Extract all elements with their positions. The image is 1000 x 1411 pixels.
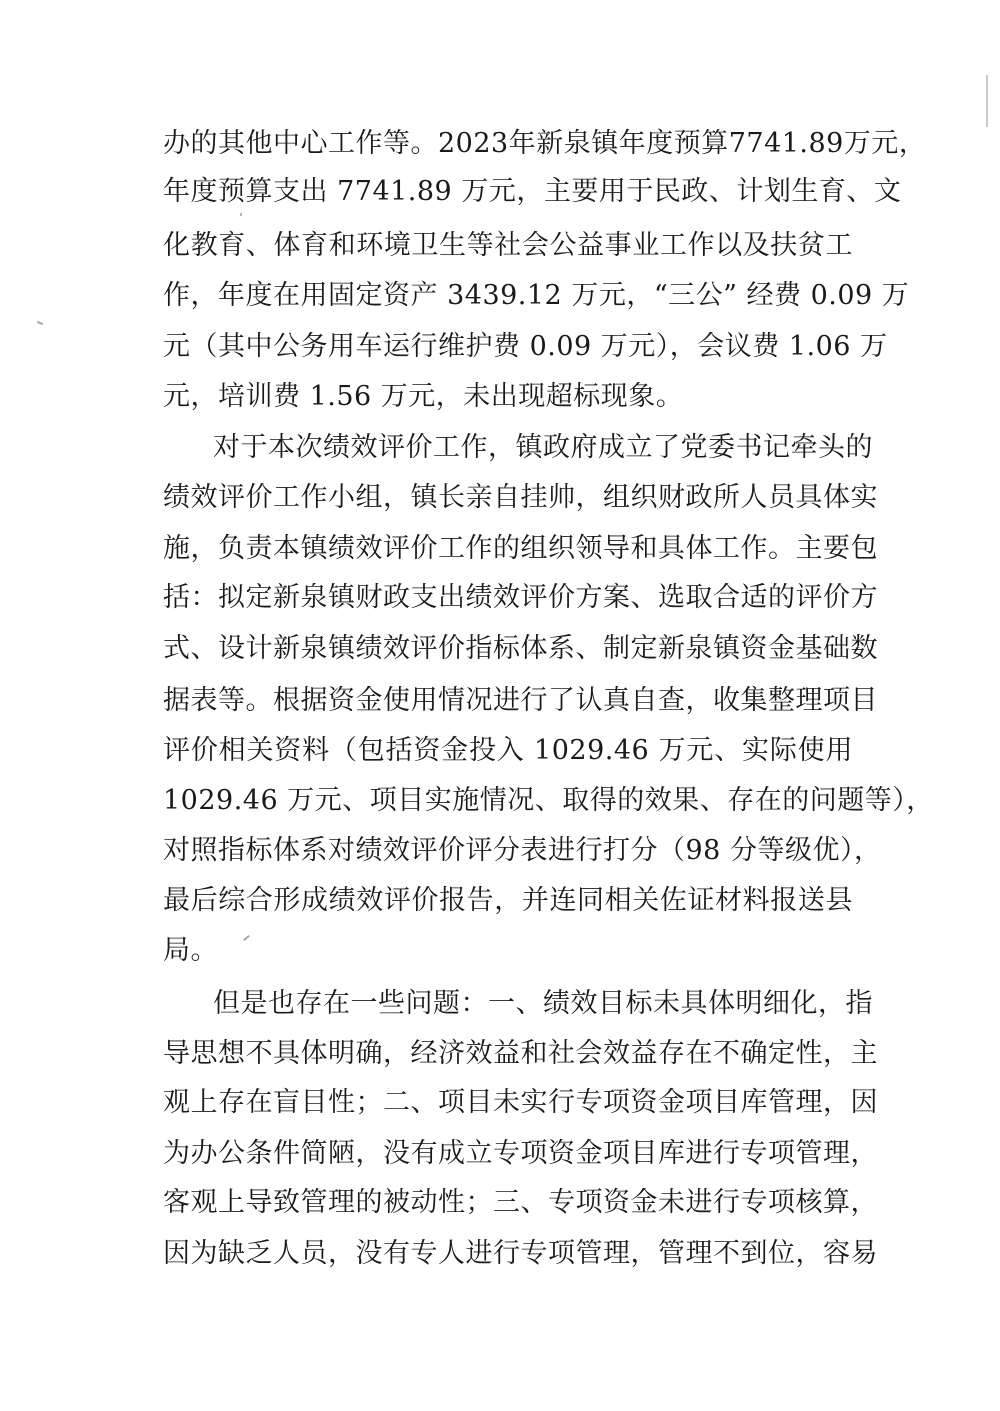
paragraph-2-line-9: 对照指标体系对绩效评价评分表进行打分（98 分等级优）， <box>163 835 882 866</box>
paragraph-2-line-4: 括：拟定新泉镇财政支出绩效评价方案、选取合适的评价方 <box>163 582 878 613</box>
scan-speck <box>37 321 43 325</box>
scan-edge-artifact <box>986 75 988 127</box>
paragraph-3-line-3: 观上存在盲目性；二、项目未实行专项资金项目库管理，因 <box>163 1087 878 1118</box>
paragraph-2-line-8: 1029.46 万元、项目实施情况、取得的效果、存在的问题等）， <box>163 785 934 816</box>
paragraph-1-line-1: 办的其他中心工作等。2023年新泉镇年度预算7741.89万元， <box>163 128 927 159</box>
scan-speck <box>240 213 242 216</box>
paragraph-3-line-2: 导思想不具体明确，经济效益和社会效益存在不确定性，主 <box>163 1038 878 1069</box>
paragraph-3-line-4: 为办公条件简陋，没有成立专项资金项目库进行专项管理， <box>163 1138 878 1169</box>
paragraph-1-line-4: 作，年度在用固定资产 3439.12 万元，“三公” 经费 0.09 万 <box>163 280 910 311</box>
paragraph-2-line-2: 绩效评价工作小组，镇长亲自挂帅，组织财政所人员具体实 <box>163 482 878 513</box>
paragraph-2-line-3: 施，负责本镇绩效评价工作的组织领导和具体工作。主要包 <box>163 533 878 564</box>
paragraph-2-line-11: 局。 <box>163 935 218 966</box>
paragraph-2-line-5: 式、设计新泉镇绩效评价指标体系、制定新泉镇资金基础数 <box>163 633 878 664</box>
paragraph-3-line-1: 但是也存在一些问题：一、绩效目标未具体明细化，指 <box>213 988 873 1019</box>
paragraph-1-line-6: 元，培训费 1.56 万元，未出现超标现象。 <box>163 381 684 412</box>
paragraph-2-line-10: 最后综合形成绩效评价报告，并连同相关佐证材料报送县 <box>163 885 853 916</box>
paragraph-2-line-1: 对于本次绩效评价工作，镇政府成立了党委书记牵头的 <box>213 432 873 463</box>
paragraph-2-line-6: 据表等。根据资金使用情况进行了认真自查，收集整理项目 <box>163 685 878 716</box>
paragraph-1-line-3: 化教育、体育和环境卫生等社会公益事业工作以及扶贫工 <box>163 230 853 261</box>
paragraph-1-line-2: 年度预算支出 7741.89 万元，主要用于民政、计划生育、文 <box>163 176 902 207</box>
paragraph-2-line-7: 评价相关资料（包括资金投入 1029.46 万元、实际使用 <box>163 735 853 766</box>
paragraph-1-line-5: 元（其中公务用车运行维护费 0.09 万元），会议费 1.06 万 <box>163 331 888 362</box>
paragraph-3-line-5: 客观上导致管理的被动性；三、专项资金未进行专项核算， <box>163 1187 878 1218</box>
paragraph-3-line-6: 因为缺乏人员，没有专人进行专项管理，管理不到位，容易 <box>163 1238 878 1269</box>
